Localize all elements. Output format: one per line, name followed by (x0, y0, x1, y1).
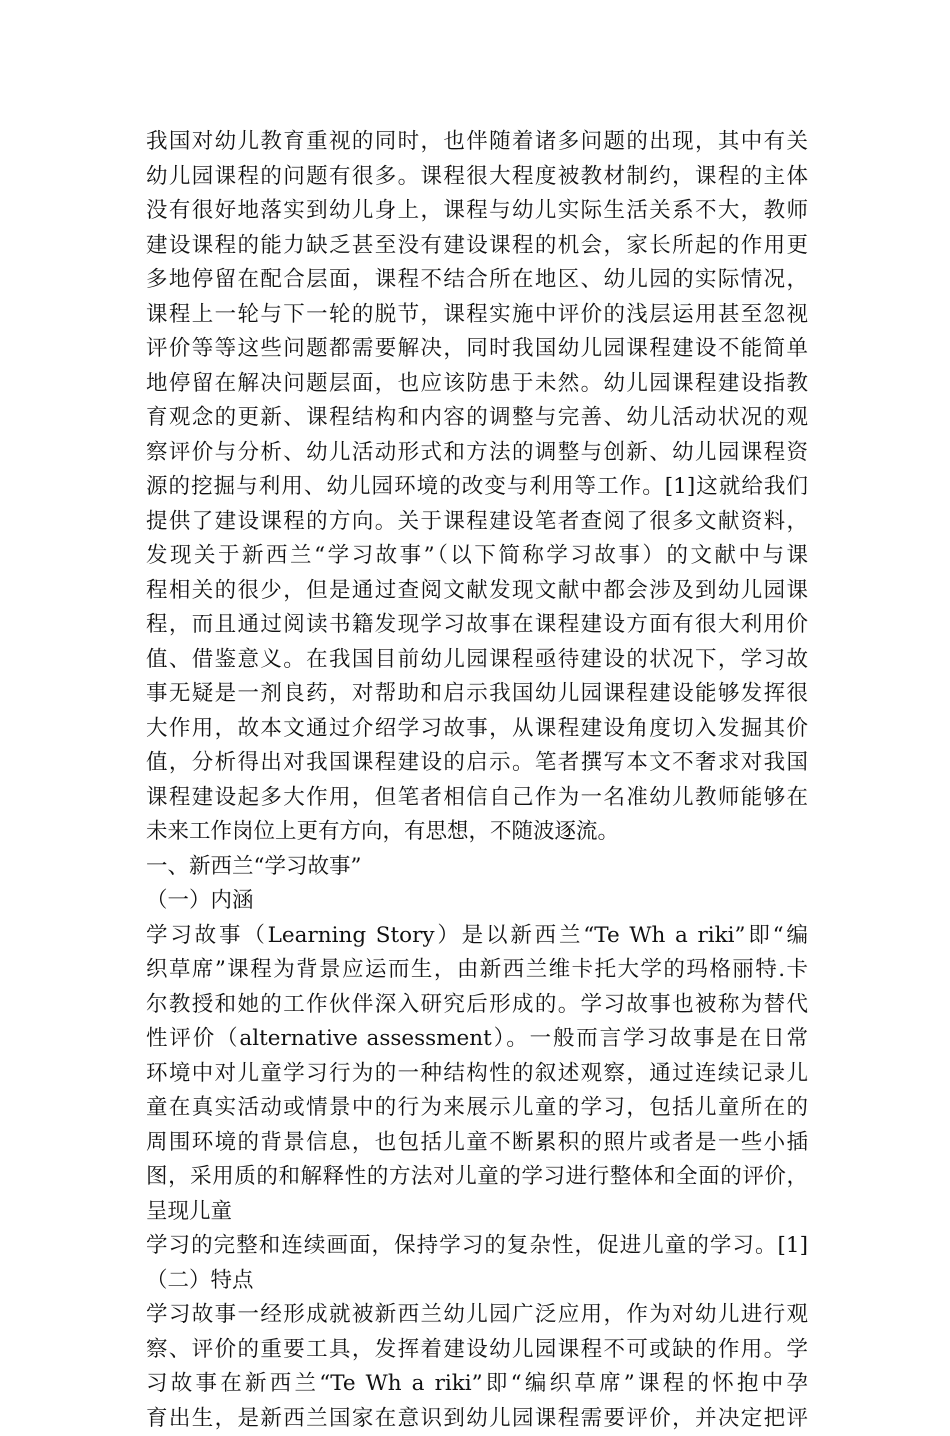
text-line: 地停留在解决问题层面，也应该防患于未然。幼儿园课程建设指教 (146, 367, 808, 402)
text-line: 图，采用质的和解释性的方法对儿童的学习进行整体和全面的评价， (146, 1160, 808, 1195)
text-line: 建设课程的能力缺乏甚至没有建设课程的机会，家长所起的作用更 (146, 229, 808, 264)
text-line: 学习故事（Learning Story）是以新西兰“Te Wh a riki”即“编 (146, 919, 808, 954)
text-line: 未来工作岗位上更有方向，有思想，不随波逐流。 (146, 815, 808, 850)
text-line: 呈现儿童 (146, 1195, 808, 1230)
text-line: 没有很好地落实到幼儿身上，课程与幼儿实际生活关系不大，教师 (146, 194, 808, 229)
text-line: 发现关于新西兰“学习故事”（以下简称学习故事）的文献中与课 (146, 539, 808, 574)
text-line: 童在真实活动或情景中的行为来展示儿童的学习，包括儿童所在的 (146, 1091, 808, 1126)
text-line: 我国对幼儿教育重视的同时，也伴随着诸多问题的出现，其中有关 (146, 125, 808, 160)
text-line: 尔教授和她的工作伙伴深入研究后形成的。学习故事也被称为替代 (146, 988, 808, 1023)
text-line: 习故事在新西兰“Te Wh a riki”即“编织草席”课程的怀抱中孕 (146, 1367, 808, 1402)
text-line: 幼儿园课程的问题有很多。课程很大程度被教材制约，课程的主体 (146, 160, 808, 195)
features-paragraph (146, 1298, 808, 1436)
text-line: 性评价（alternative assessment）。一般而言学习故事是在日常 (146, 1022, 808, 1057)
text-line: 育观念的更新、课程结构和内容的调整与完善、幼儿活动状况的观 (146, 401, 808, 436)
text-line: 值，分析得出对我国课程建设的启示。笔者撰写本文不奢求对我国 (146, 746, 808, 781)
text-line: 课程上一轮与下一轮的脱节，课程实施中评价的浅层运用甚至忽视 (146, 298, 808, 333)
text-line: 周围环境的背景信息，也包括儿童不断累积的照片或者是一些小插 (146, 1126, 808, 1161)
text-line: 育出生，是新西兰国家在意识到幼儿园课程需要评价，并决定把评 (146, 1402, 808, 1436)
definition-paragraph (146, 919, 808, 1264)
text-line: 学习故事一经形成就被新西兰幼儿园广泛应用，作为对幼儿进行观 (146, 1298, 808, 1333)
text-line: 课程建设起多大作用，但笔者相信自己作为一名准幼儿教师能够在 (146, 781, 808, 816)
section-heading: 一、新西兰“学习故事” (146, 850, 808, 885)
text-line: 程，而且通过阅读书籍发现学习故事在课程建设方面有很大利用价 (146, 608, 808, 643)
text-line: 察、评价的重要工具，发挥着建设幼儿园课程不可或缺的作用。学 (146, 1333, 808, 1368)
text-line: 评价等等这些问题都需要解决，同时我国幼儿园课程建设不能简单 (146, 332, 808, 367)
text-line: 源的挖掘与利用、幼儿园环境的改变与利用等工作。[1]这就给我们 (146, 470, 808, 505)
text-line: 大作用，故本文通过介绍学习故事，从课程建设角度切入发掘其价 (146, 712, 808, 747)
text-line: 提供了建设课程的方向。关于课程建设笔者查阅了很多文献资料， (146, 505, 808, 540)
text-line: 值、借鉴意义。在我国目前幼儿园课程亟待建设的状况下，学习故 (146, 643, 808, 678)
text-line: 察评价与分析、幼儿活动形式和方法的调整与创新、幼儿园课程资 (146, 436, 808, 471)
text-line: 学习的完整和连续画面，保持学习的复杂性，促进儿童的学习。[1] (146, 1229, 808, 1264)
text-line: 多地停留在配合层面，课程不结合所在地区、幼儿园的实际情况， (146, 263, 808, 298)
subsection-heading: （一）内涵 (146, 884, 808, 919)
text-line: 环境中对儿童学习行为的一种结构性的叙述观察，通过连续记录儿 (146, 1057, 808, 1092)
subsection-heading: （二）特点 (146, 1264, 808, 1299)
text-line: 织草席”课程为背景应运而生，由新西兰维卡托大学的玛格丽特.卡 (146, 953, 808, 988)
document-page (146, 125, 808, 1436)
text-line: 程相关的很少，但是通过查阅文献发现文献中都会涉及到幼儿园课 (146, 574, 808, 609)
text-line: 事无疑是一剂良药，对帮助和启示我国幼儿园课程建设能够发挥很 (146, 677, 808, 712)
intro-paragraph (146, 125, 808, 850)
